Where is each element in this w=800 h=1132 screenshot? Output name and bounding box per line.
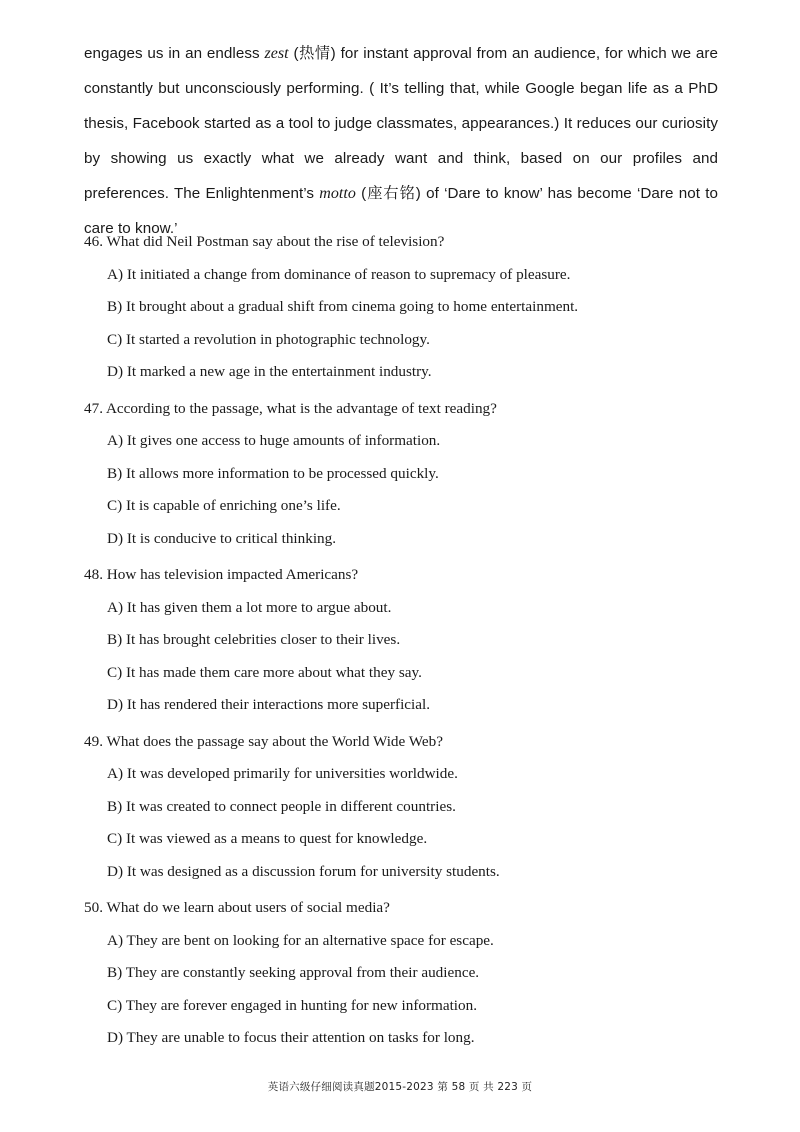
option-c: C) It was viewed as a means to quest for knowledge. <box>107 830 428 847</box>
option-a: A) They are bent on looking for an alternative space for escape. <box>107 931 494 949</box>
option-a: A) It was developed primarily for universities worldwide. <box>107 765 458 782</box>
question-46 <box>84 226 734 389</box>
option-c: C) They are forever engaged in hunting for new information. <box>107 996 478 1014</box>
passage-end-text: (座右铭) of ‘Dare to know’ has become ‘Dare not to care to know.’ <box>84 185 718 237</box>
option-d: D) It has rendered their interactions more superficial. <box>107 696 431 713</box>
question-49 <box>84 726 734 889</box>
passage-lead-text: engages us in an endless <box>84 45 265 62</box>
option-a: A) It gives one access to huge amounts of information. <box>107 432 441 449</box>
option-d: D) It was designed as a discussion forum for university students. <box>107 862 500 880</box>
option-d: D) It is conducive to critical thinking. <box>107 529 337 547</box>
option-c: C) It has made them care more about what they say. <box>107 663 422 681</box>
question-50 <box>84 892 734 1055</box>
question-list <box>84 226 734 1055</box>
option-b: B) It brought about a gradual shift from cinema going to home entertainment. <box>107 298 579 315</box>
option-d: D) They are unable to focus their attention on tasks for long. <box>107 1029 475 1046</box>
option-b: B) It allows more information to be processed quickly. <box>107 464 439 482</box>
passage-middle-text: (热情) for instant approval from an audience, for which we are constantly but unconsciously performing. ( It’s telling that, while Google began life as a PhD thesis, Facebook started as a tool to judge classmates, appearances.) It reduces our curiosity by showing us exactly what we already want and think, based on our profiles and preferences. The Enlightenment’s <box>84 45 718 202</box>
option-c: C) It is capable of enriching one’s life. <box>107 497 341 514</box>
option-a: A) It initiated a change from dominance of reason to supremacy of pleasure. <box>107 265 571 283</box>
motto-word: motto <box>319 185 356 202</box>
option-d: D) It marked a new age in the entertainment industry. <box>107 363 432 380</box>
option-b: B) It has brought celebrities closer to their lives. <box>107 631 401 648</box>
question-stem: 46. What did Neil Postman say about the rise of television? <box>84 233 445 250</box>
question-stem: 49. What does the passage say about the World Wide Web? <box>84 732 443 750</box>
option-b: B) It was created to connect people in different countries. <box>107 797 456 815</box>
question-stem: 50. What do we learn about users of social media? <box>84 899 390 916</box>
option-b: B) They are constantly seeking approval from their audience. <box>107 964 480 981</box>
option-a: A) It has given them a lot more to argue about. <box>107 598 392 616</box>
page-footer: 英语六级仔细阅读真题2015-2023 第 58 页 共 223 页 <box>267 1081 533 1093</box>
option-c: C) It started a revolution in photographic technology. <box>107 330 430 348</box>
passage-paragraph <box>84 36 718 246</box>
question-stem: 48. How has television impacted Americans? <box>84 566 359 583</box>
question-48 <box>84 559 734 722</box>
question-47 <box>84 393 734 556</box>
question-stem: 47. According to the passage, what is the advantage of text reading? <box>84 399 497 417</box>
zest-word: zest <box>264 45 289 62</box>
